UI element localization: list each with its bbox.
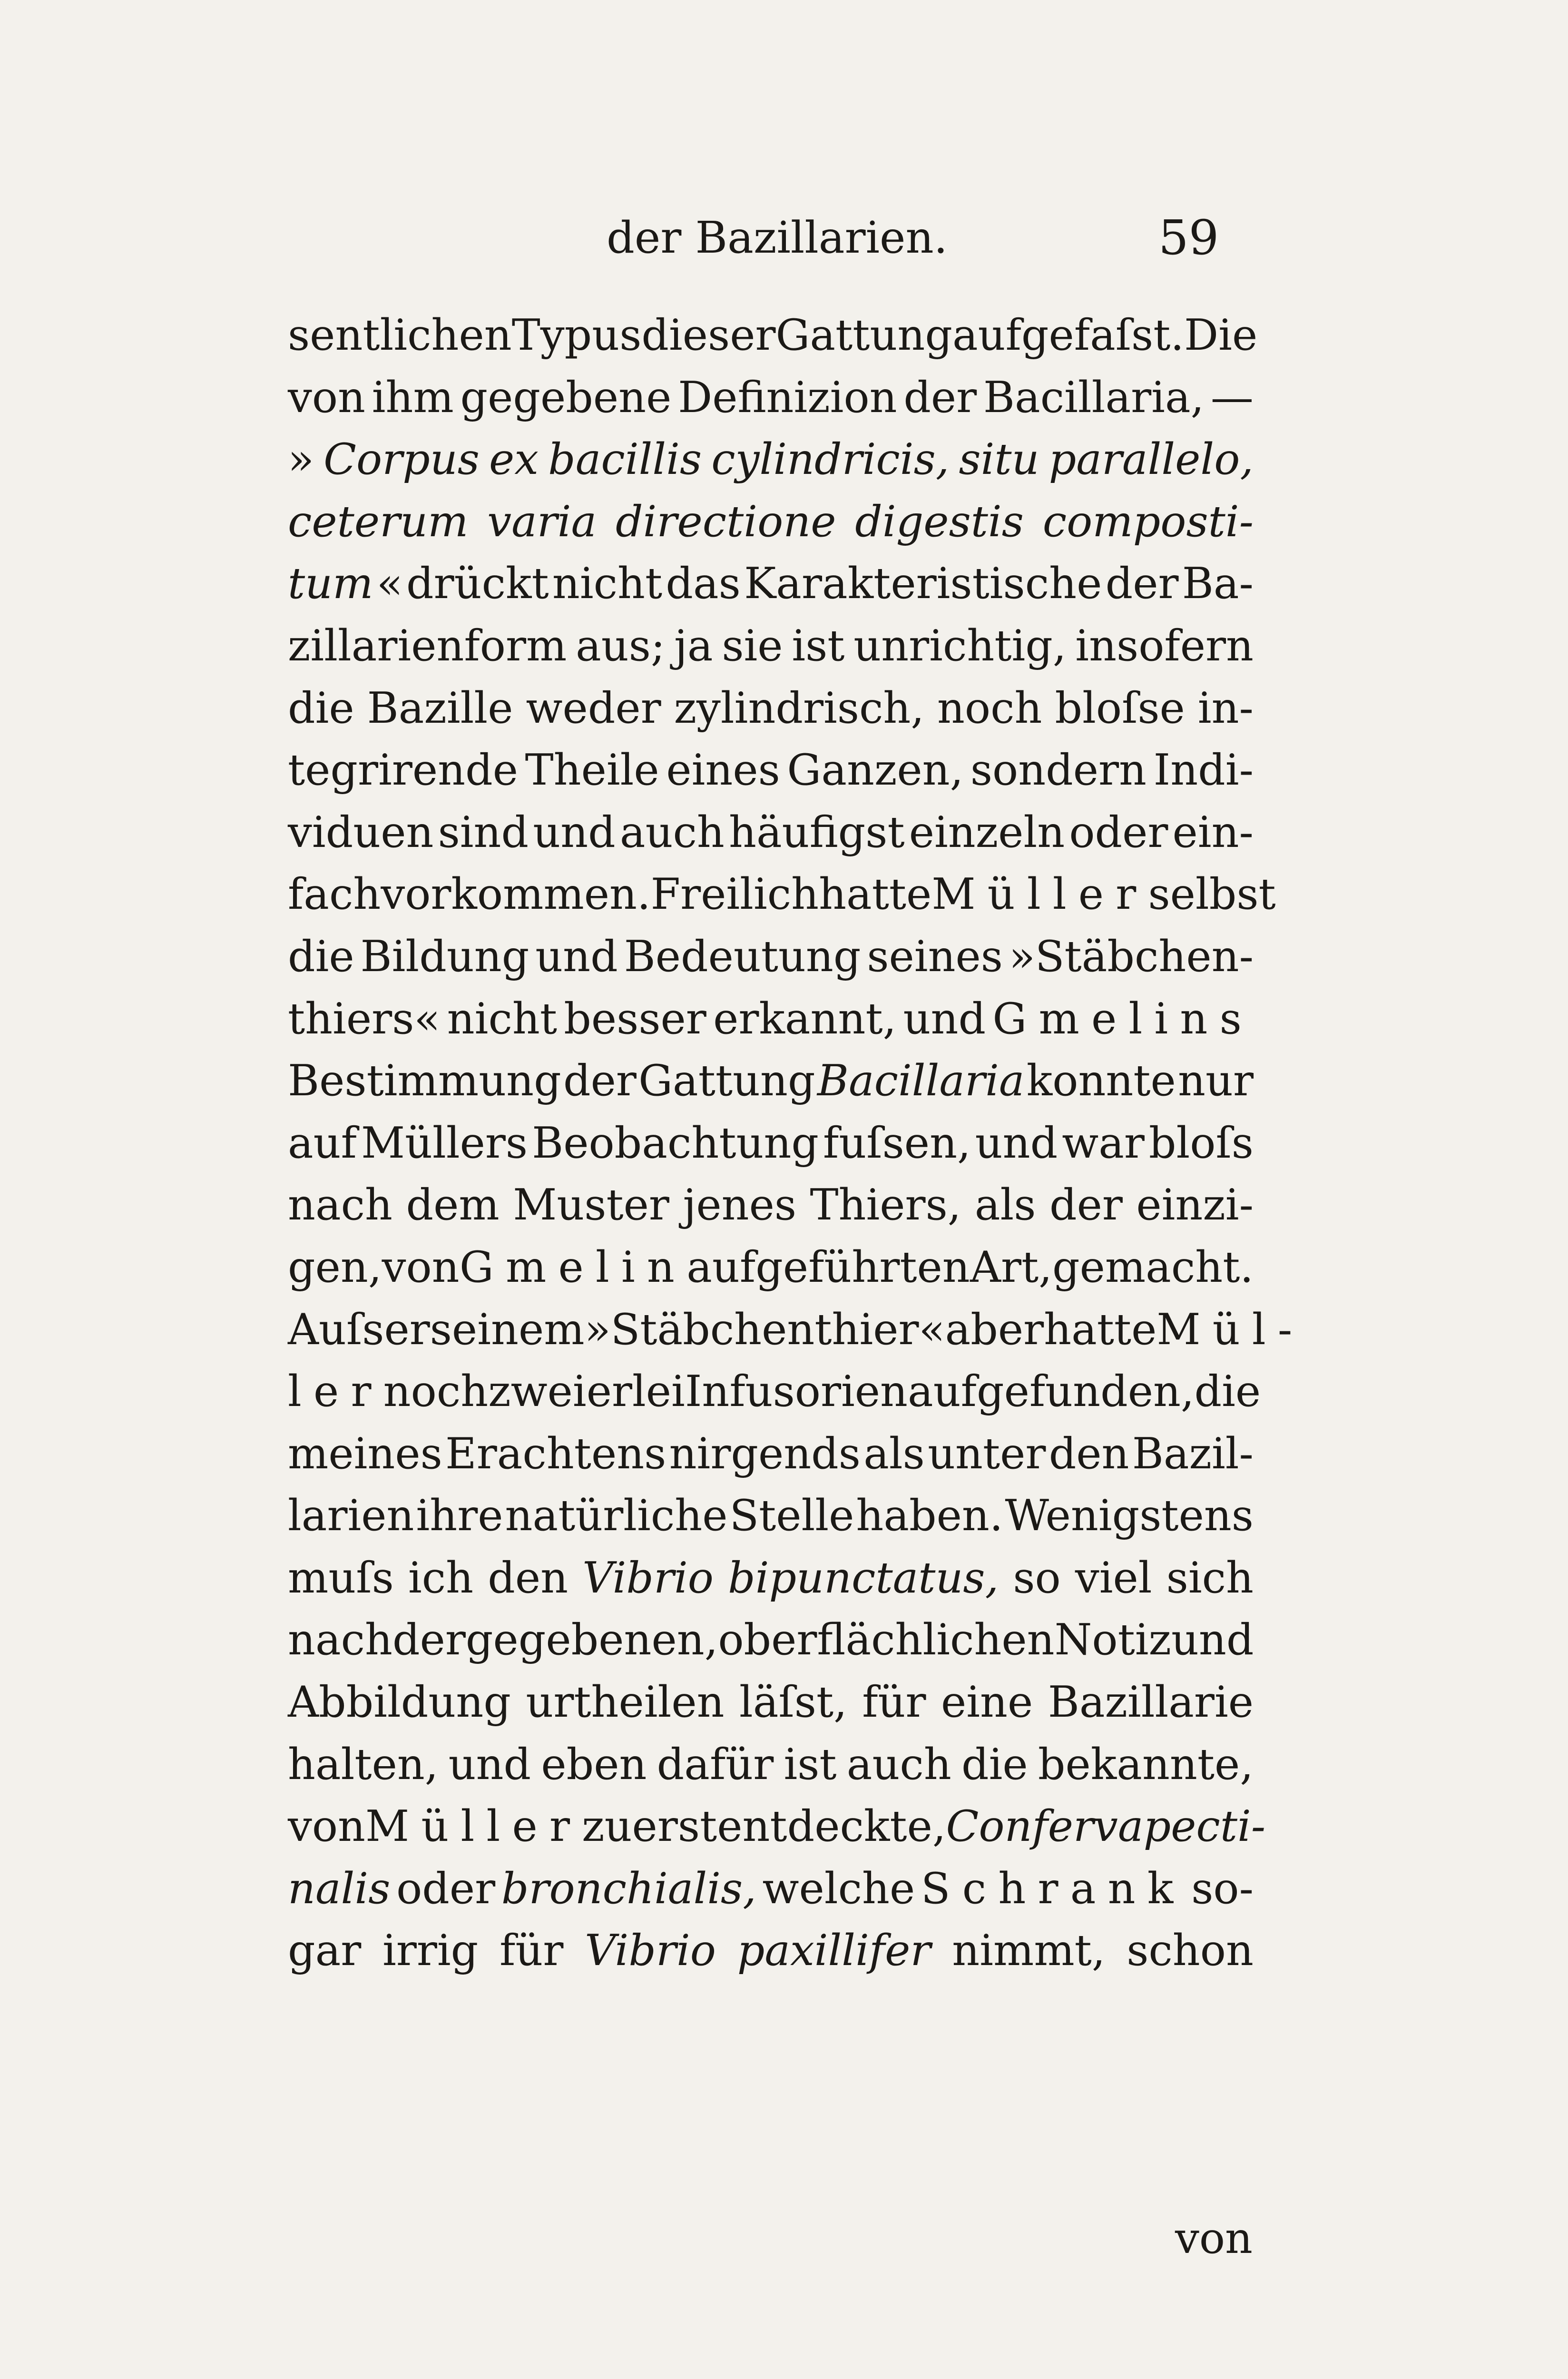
word: Indi- — [1153, 745, 1254, 796]
word: directione — [616, 496, 836, 547]
word: Erachtens — [445, 1428, 666, 1479]
word: oder — [396, 1863, 496, 1914]
word: Vibrio — [582, 1553, 714, 1603]
word: weder — [526, 683, 661, 733]
text-line — [288, 1361, 1261, 1423]
word: Gattung — [638, 1056, 815, 1106]
word: sentlichen — [288, 310, 512, 360]
word: der — [1049, 1180, 1123, 1230]
text-line — [288, 1423, 1254, 1485]
word: Bestimmung — [288, 1056, 561, 1106]
word: thiers« — [288, 993, 441, 1044]
word: auf — [288, 1118, 357, 1168]
word: paxillifer — [737, 1926, 931, 1976]
word: Müller — [931, 869, 1148, 920]
word: ist — [792, 620, 845, 671]
word: eines — [666, 745, 780, 796]
word: nur — [1178, 1056, 1254, 1106]
word: ex — [489, 434, 539, 485]
word: gegebenen, — [465, 1615, 718, 1665]
word: gar — [288, 1926, 362, 1976]
word: Karakteristische — [744, 559, 1102, 609]
word: die — [1194, 1366, 1261, 1417]
text-line — [288, 926, 1254, 988]
word: Stelle — [729, 1491, 854, 1541]
word: entdeckte, — [717, 1801, 946, 1852]
word: Bildung — [360, 931, 529, 982]
word: oberflächlichen — [718, 1615, 1055, 1665]
word: den — [1049, 1428, 1129, 1479]
word: Bacillaria, — [983, 372, 1205, 423]
word: zuerst — [582, 1801, 717, 1852]
word: das — [666, 559, 741, 609]
word: Conferva — [946, 1801, 1144, 1852]
word: halten, — [288, 1739, 439, 1789]
word: digestis — [855, 496, 1024, 547]
word: einzi- — [1136, 1180, 1254, 1230]
word: Bedeutung — [624, 931, 861, 982]
word: und — [448, 1739, 531, 1789]
word: viel — [1075, 1553, 1152, 1603]
word: « — [376, 559, 403, 609]
word: ler — [288, 1366, 383, 1417]
word: bacillis — [548, 434, 702, 485]
word: aufgefunden, — [908, 1366, 1195, 1417]
word: und — [903, 993, 986, 1044]
word: sie — [722, 620, 783, 671]
word: seinem — [430, 1304, 585, 1355]
word: unter — [928, 1428, 1046, 1479]
text-line — [288, 1112, 1254, 1175]
word: larien — [288, 1491, 414, 1541]
running-header — [607, 205, 1273, 271]
word: Gattung — [775, 310, 952, 360]
word: Freilich — [650, 869, 819, 920]
word: eben — [541, 1739, 647, 1789]
word: zillarienform — [288, 620, 567, 671]
word: und — [533, 807, 616, 857]
text-line — [288, 1609, 1254, 1671]
text-line — [288, 429, 1254, 491]
word: war — [1062, 1118, 1145, 1168]
word: Typus — [511, 310, 642, 360]
word: gen, — [288, 1242, 382, 1292]
word: parallelo, — [1049, 434, 1254, 485]
word: aufgeführten — [686, 1242, 970, 1292]
word: zweierlei — [488, 1366, 685, 1417]
word: läſst, — [739, 1677, 847, 1728]
word: dem — [406, 1180, 500, 1230]
word: eine — [941, 1677, 1033, 1728]
word: auch — [619, 807, 725, 857]
word: Mül- — [1156, 1304, 1304, 1355]
word: von — [382, 1242, 460, 1292]
text-line — [288, 1671, 1254, 1734]
word: von — [288, 372, 365, 423]
word: aber — [945, 1304, 1044, 1355]
word: drückt — [406, 559, 549, 609]
text-line — [288, 1485, 1254, 1547]
word: der — [392, 1615, 466, 1665]
word: aufgefaſst. — [952, 310, 1185, 360]
word: die — [288, 931, 354, 982]
body-text — [288, 305, 1304, 1982]
word: die — [288, 683, 354, 733]
word: für — [862, 1677, 926, 1728]
word: Bazille — [367, 683, 513, 733]
word: »Stäbchen- — [1009, 931, 1254, 982]
word: Bazillarie — [1048, 1677, 1254, 1728]
word: der — [563, 1056, 637, 1106]
word: als — [863, 1428, 925, 1479]
word: nach — [288, 1180, 392, 1230]
word: schon — [1127, 1926, 1254, 1976]
word: »Stäbchenthier« — [584, 1304, 945, 1355]
word: fuſsen, — [823, 1118, 971, 1168]
word: hatte — [1044, 1304, 1157, 1355]
word: selbst — [1148, 869, 1276, 920]
word: unrichtig, — [853, 620, 1067, 671]
text-line — [288, 305, 1258, 367]
word: hatte — [819, 869, 932, 920]
word: Die — [1184, 310, 1258, 360]
text-line — [288, 1858, 1254, 1920]
text-line — [288, 988, 1254, 1051]
word: nicht — [552, 559, 663, 609]
word: und — [975, 1118, 1058, 1168]
word: seines — [867, 931, 1003, 982]
word: ich — [408, 1553, 474, 1603]
text-line — [288, 1796, 1266, 1858]
word: insofern — [1075, 620, 1254, 671]
word: varia — [487, 496, 597, 547]
word: vorkommen. — [381, 869, 651, 920]
word: jenes — [683, 1180, 797, 1230]
word: erkannt, — [713, 993, 897, 1044]
text-line — [288, 1299, 1304, 1361]
word: nicht — [447, 993, 558, 1044]
word: Schrank — [921, 1863, 1186, 1914]
word: als — [974, 1180, 1036, 1230]
word: ceterum — [288, 496, 469, 547]
word: welche — [762, 1863, 915, 1914]
word: in- — [1197, 683, 1254, 733]
text-line — [288, 1237, 1254, 1299]
word: pecti- — [1143, 1801, 1266, 1852]
word: bloſse — [1055, 683, 1185, 733]
word: so — [1013, 1553, 1061, 1603]
word: meines — [288, 1428, 442, 1479]
word: Definizion — [678, 372, 897, 423]
word: der — [903, 372, 977, 423]
text-line — [288, 802, 1254, 864]
word: den — [488, 1553, 568, 1603]
word: Müller — [365, 1801, 582, 1852]
text-line — [288, 615, 1254, 678]
word: — — [1210, 372, 1254, 423]
word: sondern — [970, 745, 1147, 796]
word: Thiers, — [810, 1180, 961, 1230]
text-line — [288, 739, 1254, 802]
word: bipunctatus, — [728, 1553, 999, 1603]
word: cylindricis, — [711, 434, 950, 485]
word: besser — [564, 993, 706, 1044]
word: haben. — [856, 1491, 1003, 1541]
word: Wenigstens — [1005, 1491, 1254, 1541]
word: Beobachtung — [532, 1118, 819, 1168]
word: fach — [288, 869, 381, 920]
word: ist — [784, 1739, 837, 1789]
word: Bacillaria — [817, 1056, 1025, 1106]
word: ihre — [416, 1491, 503, 1541]
word: für — [500, 1926, 564, 1976]
word: ja — [674, 620, 713, 671]
word: gemacht. — [1052, 1242, 1254, 1292]
word: Notiz — [1054, 1615, 1171, 1665]
word: so- — [1191, 1863, 1254, 1914]
text-line — [288, 1920, 1254, 1982]
word: Art, — [970, 1242, 1052, 1292]
word: Corpus — [323, 434, 480, 485]
word: gegebene — [460, 372, 672, 423]
word: tegrirende — [288, 745, 518, 796]
text-line — [288, 1050, 1254, 1112]
word: noch — [937, 683, 1042, 733]
word: situ — [959, 434, 1039, 485]
running-title: der Bazillarien. — [607, 212, 948, 263]
word: nirgends — [669, 1428, 861, 1479]
text-line — [288, 1547, 1254, 1610]
word: und — [1171, 1615, 1254, 1665]
word: nimmt, — [952, 1926, 1106, 1976]
text-line — [288, 1734, 1254, 1796]
text-line — [288, 367, 1254, 429]
word: dafür — [657, 1739, 774, 1789]
word: bronchialis, — [501, 1863, 756, 1914]
word: Vibrio — [585, 1926, 716, 1976]
word: » — [288, 434, 314, 485]
word: nalis — [288, 1863, 391, 1914]
word: sind — [438, 807, 529, 857]
word: zylindrisch, — [674, 683, 924, 733]
text-line — [288, 1174, 1254, 1237]
word: einzeln — [909, 807, 1065, 857]
word: Muster — [513, 1180, 669, 1230]
word: urtheilen — [526, 1677, 725, 1728]
catchword: von — [1175, 2213, 1253, 2263]
word: muſs — [288, 1553, 394, 1603]
word: häufigst — [729, 807, 905, 857]
word: konnte — [1026, 1056, 1176, 1106]
text-line — [288, 553, 1254, 615]
word: auch — [846, 1739, 951, 1789]
word: composti- — [1042, 496, 1254, 547]
word: von — [288, 1801, 365, 1852]
word: noch — [383, 1366, 489, 1417]
word: irrig — [382, 1926, 479, 1976]
text-line — [288, 678, 1254, 740]
word: Ba- — [1182, 559, 1254, 609]
word: Abbildung — [288, 1677, 511, 1728]
word: Ganzen, — [787, 745, 964, 796]
word: bekannte, — [1038, 1739, 1254, 1789]
word: nach — [288, 1615, 392, 1665]
word: natürliche — [505, 1491, 728, 1541]
word: aus; — [576, 620, 666, 671]
word: Gmelins — [992, 993, 1254, 1044]
word: ihm — [372, 372, 454, 423]
page-number: 59 — [1158, 210, 1219, 265]
word: sich — [1166, 1553, 1254, 1603]
word: oder — [1069, 807, 1168, 857]
text-line — [288, 491, 1254, 553]
word: der — [1105, 559, 1179, 609]
word: und — [535, 931, 618, 982]
word: Auſser — [288, 1304, 430, 1355]
word: Theile — [525, 745, 659, 796]
word: die — [961, 1739, 1028, 1789]
word: Gmelin — [459, 1242, 687, 1292]
word: ein- — [1172, 807, 1254, 857]
word: Müllers — [361, 1118, 528, 1168]
word: tum — [288, 559, 373, 609]
word: bloſs — [1148, 1118, 1254, 1168]
word: Infusorien — [685, 1366, 908, 1417]
word: Bazil- — [1132, 1428, 1254, 1479]
word: viduen — [288, 807, 434, 857]
text-line — [288, 864, 1276, 926]
word: dieser — [641, 310, 776, 360]
